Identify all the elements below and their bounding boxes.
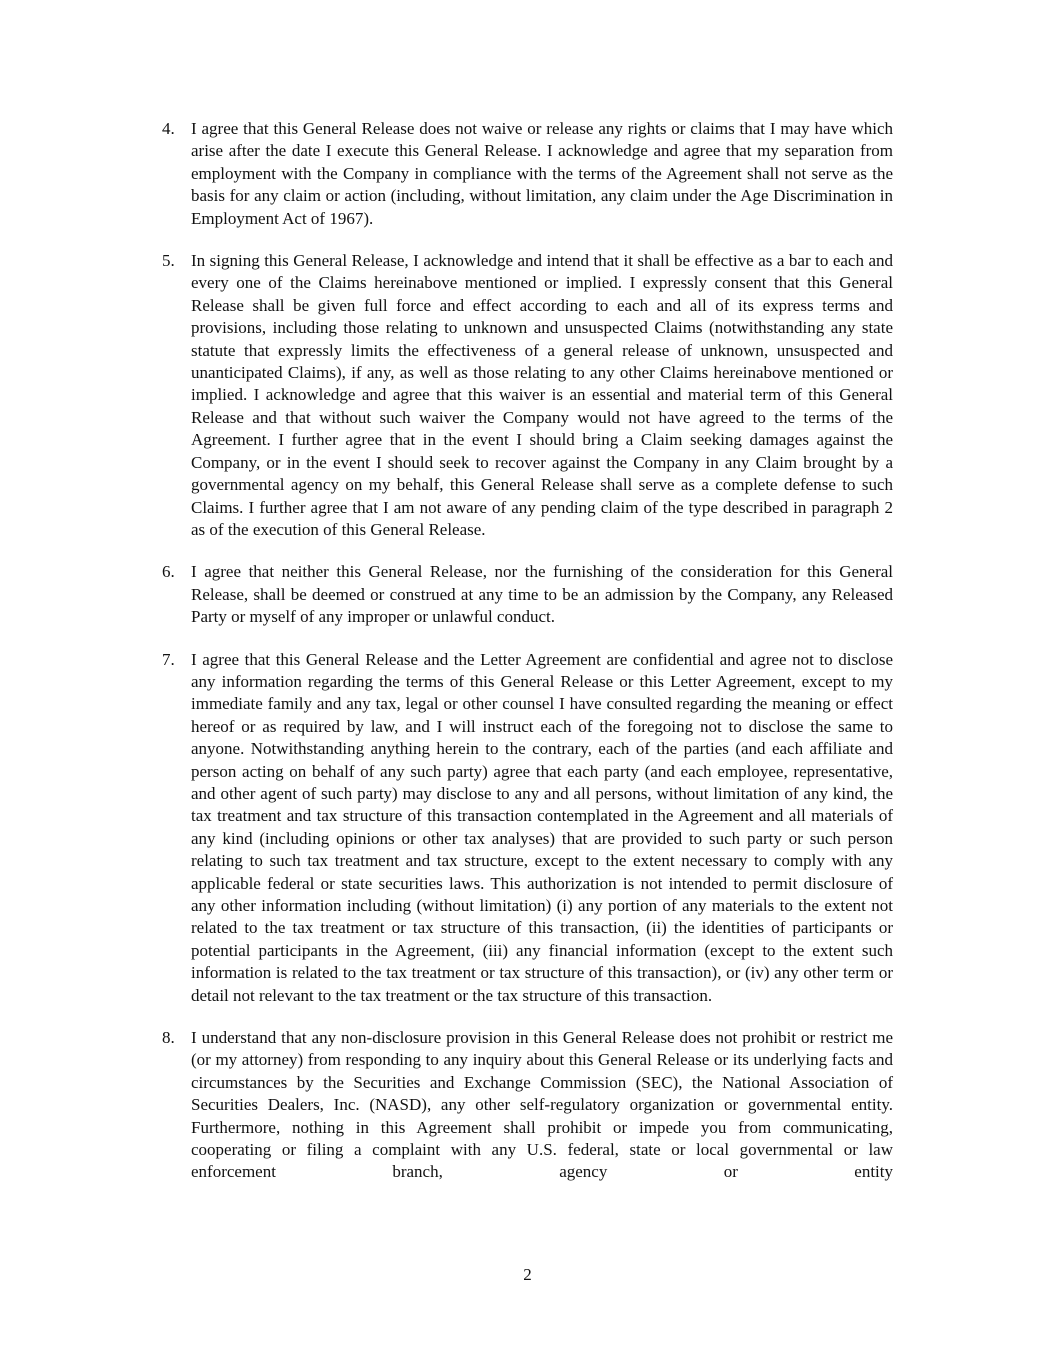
paragraph-number: 7. [162,649,175,669]
page-number: 2 [523,1265,532,1284]
paragraph-number: 5. [162,251,175,271]
paragraph-text: I agree that neither this General Release, nor the furnishing of the consideration for this General Release, shall be deemed or construed at any time to be an admission by the Company, any Released Party or myself of any improper or unlawful conduct. [191,562,893,627]
paragraph-text: In signing this General Release, I acknowledge and intend that it shall be effective as a bar to each and every one of the Claims hereinabove mentioned or implied. I expressly consent that this General Release shall be given full force and effect according to each and all of its express terms and provisions, including those relating to unknown and unsuspected Claims (notwithstanding any state statute that expressly limits the effectiveness of a general release of unknown, unsuspected and unanticipated Claims), if any, as well as those relating to any other Claims hereinabove mentioned or implied. I acknowledge and agree that this waiver is an essential and material term of this General Release and that without such waiver the Company would not have agreed to the terms of the Agreement. I further agree that in the event I should bring a Claim seeking damages against the Company, or in the event I should seek to recover against the Company in any Claim brought by a governmental agency on my behalf, this General Release shall serve as a complete defense to such Claims. I further agree that I am not aware of any pending claim of the type described in paragraph 2 as of the execution of this General Release. [191,251,893,539]
paragraph-text: I understand that any non-disclosure provision in this General Release does not prohibit or restrict me (or my attorney) from responding to any inquiry about this General Release or its underlying facts and circumstances by the Securities and Exchange Commission (SEC), the National Association of Securities Dealers, Inc. (NASD), any other self-regulatory organization or governmental entity. Furthermore, nothing in this Agreement shall prohibit or impede you from communicating, cooperating or filing a complaint with any U.S. federal, state or local governmental or law enforcement branch, agency or entity [191,1028,893,1182]
paragraph-5 [162,250,893,541]
paragraph-text: I agree that this General Release does not waive or release any rights or claims that I may have which arise after the date I execute this General Release. I acknowledge and agree that my separation from employment with the Company in compliance with the terms of the Agreement shall not serve as the basis for any claim or action (including, without limitation, any claim under the Age Discrimination in Employment Act of 1967). [191,119,893,228]
paragraph-number: 6. [162,562,175,582]
paragraph-number: 8. [162,1028,175,1048]
paragraph-8 [162,1027,893,1184]
paragraph-6 [162,561,893,628]
paragraph-4 [162,118,893,230]
release-paragraph-list [162,118,893,1204]
paragraph-number: 4. [162,119,175,138]
paragraph-7 [162,649,893,1008]
paragraph-text: I agree that this General Release and the Letter Agreement are confidential and agree not to disclose any information regarding the terms of this General Release or this Letter Agreement, except to my immediate family and any tax, legal or other counsel I have consulted regarding the meaning or effect hereof or as required by law, and I will instruct each of the foregoing not to disclose the same to anyone. Notwithstanding anything herein to the contrary, each of the parties (and each affiliate and person acting on behalf of any such party) agree that each party (and each employee, representative, and other agent of such party) may disclose to any and all persons, without limitation of any kind, the tax treatment and tax structure of this transaction contemplated in the Agreement and all materials of any kind (including opinions or other tax analyses) that are provided to such party or such person relating to such tax treatment and tax structure, except to the extent necessary to comply with any applicable federal or state securities laws. This authorization is not intended to permit disclosure of any other information including (without limitation) (i) any portion of any materials to the extent not related to the tax treatment or tax structure of this transaction, (ii) the identities of participants or potential participants in the Agreement, (iii) any financial information (except to the extent such information is related to the tax treatment or tax structure of this transaction), or (iv) any other term or detail not relevant to the tax treatment or the tax structure of this transaction. [191,649,893,1005]
